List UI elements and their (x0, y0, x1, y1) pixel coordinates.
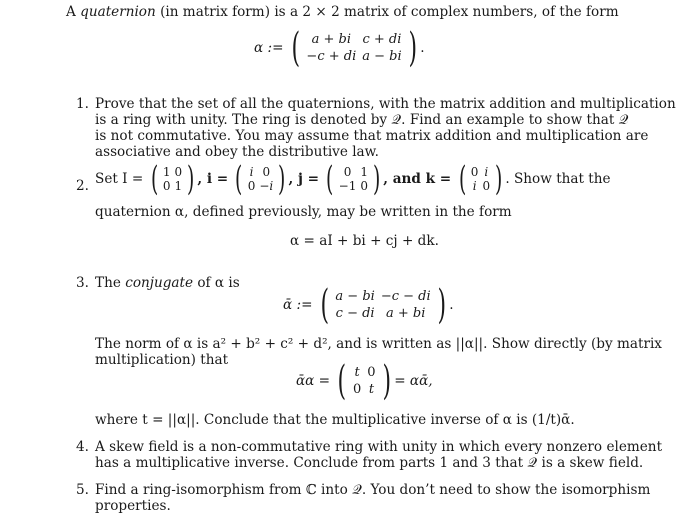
item-4-number: 4. (76, 439, 89, 455)
left-paren: ( (235, 159, 243, 199)
conj-def-label: ᾱ := (283, 297, 313, 313)
item-4-line: A skew field is a non-commutative ring with unity in which every nonzero element (95, 439, 663, 455)
matrix-cell: 1 (162, 165, 171, 179)
right-paren: ) (372, 159, 381, 199)
product-matrix (350, 364, 379, 398)
item-1-line: is a ring with unity. The ring is denoted by 𝒬. Find an example to show that 𝒬 (95, 112, 629, 128)
matrix-cell: 0 (343, 165, 352, 179)
alpha-definition (254, 25, 425, 71)
product-rhs: = αᾱ, (394, 373, 433, 389)
right-paren: ) (495, 159, 503, 199)
matrix-cell: 0 (247, 179, 256, 193)
matrix-cell: i (472, 179, 477, 193)
intro-text-pre: A (66, 4, 81, 20)
alpha-def-label: α := (254, 40, 284, 56)
intro-line (66, 4, 619, 20)
set-I-label: Set I = (95, 171, 144, 187)
show-that-text: . Show that the (505, 171, 611, 187)
matrix-cell: a + bi (386, 306, 426, 321)
alpha-period: . (420, 40, 425, 56)
matrix-cell: t (354, 365, 360, 380)
k-label: , and k = (383, 171, 452, 187)
matrix-cell: 0 (482, 179, 491, 193)
right-paren: ) (408, 25, 417, 71)
matrix-cell: 0 (360, 179, 368, 193)
matrix-cell: −i (259, 179, 274, 193)
left-paren: ( (150, 159, 158, 199)
matrix-cell: 1 (174, 179, 183, 193)
item-1-line: Prove that the set of all the quaternions, with the matrix addition and multiplication (95, 96, 676, 112)
matrix-cell: 0 (470, 165, 479, 179)
left-paren: ( (337, 358, 347, 404)
product-equation (296, 358, 433, 404)
item-2-equation: α = aI + bi + cj + dk. (290, 233, 439, 249)
norm-line: multiplication) that (95, 352, 229, 368)
item-5-number: 5. (76, 482, 89, 498)
i-label: , i = (197, 171, 229, 187)
left-paren: ( (320, 282, 329, 328)
item-4-line: has a multiplicative inverse. Conclude from parts 1 and 3 that 𝒬 is a skew field. (95, 455, 644, 471)
matrix-cell: c + di (362, 32, 402, 47)
I-matrix (161, 165, 184, 193)
matrix-cell: i (249, 165, 254, 179)
term-conjugate: conjugate (125, 275, 194, 291)
conjugate-matrix (332, 288, 433, 322)
matrix-cell: a − bi (362, 49, 402, 64)
i-matrix (246, 165, 276, 193)
left-paren: ( (326, 159, 334, 199)
item-3-line-1 (95, 275, 240, 291)
right-paren: ) (187, 159, 195, 199)
item-3-text-pre: The (95, 275, 126, 291)
matrix-cell: a + bi (311, 32, 352, 47)
matrix-cell: −c − di (380, 289, 431, 304)
conj-period: . (449, 297, 454, 313)
left-paren: ( (458, 159, 466, 199)
item-3-number: 3. (76, 275, 89, 291)
item-5-line: Find a ring-isomorphism from ℂ into 𝒬. You don’t need to show the isomorphism (95, 482, 651, 498)
matrix-cell: −1 (338, 179, 357, 193)
matrix-cell: 0 (353, 382, 362, 397)
k-matrix (469, 165, 492, 193)
item-1-body (95, 96, 676, 160)
matrix-cell: c − di (335, 306, 375, 321)
matrix-cell: i (484, 165, 489, 179)
j-label: , j = (288, 171, 320, 187)
matrix-cell: 0 (174, 165, 183, 179)
right-paren: ) (382, 358, 391, 404)
item-5-line: properties. (95, 498, 171, 514)
alpha-matrix (303, 31, 404, 65)
j-matrix (337, 165, 370, 193)
item-2-number: 2. (76, 178, 89, 194)
where-line: where t = ||α||. Conclude that the multiplicative inverse of α is (1/t)ᾱ. (95, 412, 575, 428)
norm-line: The norm of α is a² + b² + c² + d², and is written as ||α||. Show directly (by matrix (95, 336, 662, 352)
matrix-cell: 1 (360, 165, 368, 179)
matrix-cell: 0 (262, 165, 271, 179)
item-5-body (95, 482, 650, 514)
item-1-line: is not commutative. You may assume that matrix addition and multiplication are (95, 128, 649, 144)
matrix-cell: −c + di (306, 49, 357, 64)
left-paren: ( (291, 25, 300, 71)
item-4-body (95, 439, 662, 471)
item-2-line-1 (95, 159, 611, 199)
item-1-number: 1. (76, 96, 89, 112)
conjugate-definition (283, 282, 454, 328)
right-paren: ) (278, 159, 286, 199)
item-3-text-post: of α is (193, 275, 240, 291)
matrix-cell: 0 (367, 365, 376, 380)
right-paren: ) (437, 282, 446, 328)
matrix-cell: t (368, 382, 375, 397)
item-1-line: associative and obey the distributive law. (95, 144, 380, 160)
matrix-cell: a − bi (335, 289, 375, 304)
intro-text-post: (in matrix form) is a 2 × 2 matrix of complex numbers, of the form (155, 4, 619, 20)
intro-term-quaternion: quaternion (80, 4, 156, 20)
matrix-cell: 0 (162, 179, 171, 193)
item-2-line-2: quaternion α, defined previously, may be written in the form (95, 204, 512, 220)
product-lhs: ᾱα = (296, 373, 331, 389)
